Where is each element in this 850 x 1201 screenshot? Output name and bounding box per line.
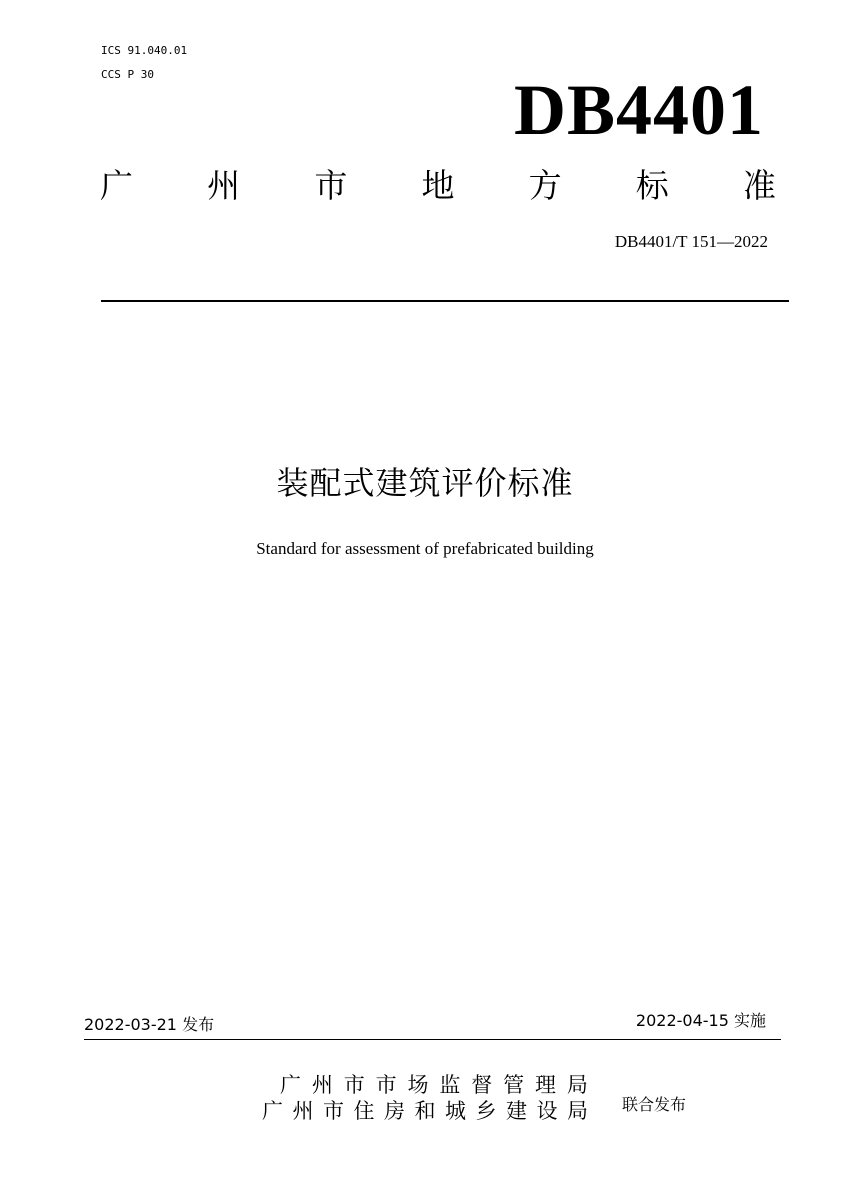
issuer-char: 广 xyxy=(280,1073,301,1097)
issuer-housing-construction xyxy=(262,1098,588,1124)
standard-number: DB4401/T 151—2022 xyxy=(614,232,768,251)
header-divider xyxy=(101,300,789,302)
issuer-char: 州 xyxy=(292,1099,314,1123)
issuer-char: 广 xyxy=(262,1099,283,1123)
standard-type-char: 准 xyxy=(742,166,776,205)
issuer-char: 理 xyxy=(535,1073,556,1097)
issuer-char: 局 xyxy=(566,1073,588,1097)
standard-type-char: 标 xyxy=(635,166,669,205)
standard-type-char: 广 xyxy=(100,166,133,205)
issuer-char: 局 xyxy=(567,1099,588,1123)
standard-type-char: 方 xyxy=(528,166,562,205)
issuer-char: 市 xyxy=(323,1099,344,1123)
standard-type-char: 地 xyxy=(421,166,455,205)
issuer-char: 住 xyxy=(353,1099,375,1123)
issuer-char: 市 xyxy=(343,1073,365,1097)
footer-divider xyxy=(84,1039,781,1040)
issuer-char: 管 xyxy=(503,1073,525,1097)
document-title: 装配式建筑评价标准 xyxy=(276,464,574,502)
issuer-char: 建 xyxy=(506,1099,527,1123)
issuer-market-regulation xyxy=(262,1072,588,1098)
joint-issue-label: 联合发布 xyxy=(622,1095,687,1114)
issuer-char: 场 xyxy=(407,1073,429,1097)
issue-date: 2022-03-21 发布 xyxy=(84,1015,215,1034)
implementation-date: 2022-04-15 实施 xyxy=(635,1011,766,1030)
standard-type-char: 州 xyxy=(207,166,241,205)
standard-type-char: 市 xyxy=(314,166,348,205)
issuer-char: 城 xyxy=(445,1099,466,1123)
issuer-char: 设 xyxy=(536,1099,558,1123)
issuer-char: 乡 xyxy=(475,1099,497,1123)
ics-code: ICS 91.040.01 xyxy=(101,44,188,57)
ccs-code: CCS P 30 xyxy=(101,68,154,81)
document-subtitle-english: Standard for assessment of prefabricated building xyxy=(256,539,594,558)
issuer-char: 监 xyxy=(439,1073,461,1097)
standard-logo: DB4401 xyxy=(513,70,764,150)
issuer-char: 和 xyxy=(414,1099,436,1123)
issuer-char: 州 xyxy=(311,1073,333,1097)
issuer-char: 房 xyxy=(384,1099,405,1123)
issuing-authorities xyxy=(262,1072,588,1124)
standard-type xyxy=(100,164,776,208)
issuer-char: 市 xyxy=(375,1073,397,1097)
issuer-char: 督 xyxy=(471,1073,493,1097)
